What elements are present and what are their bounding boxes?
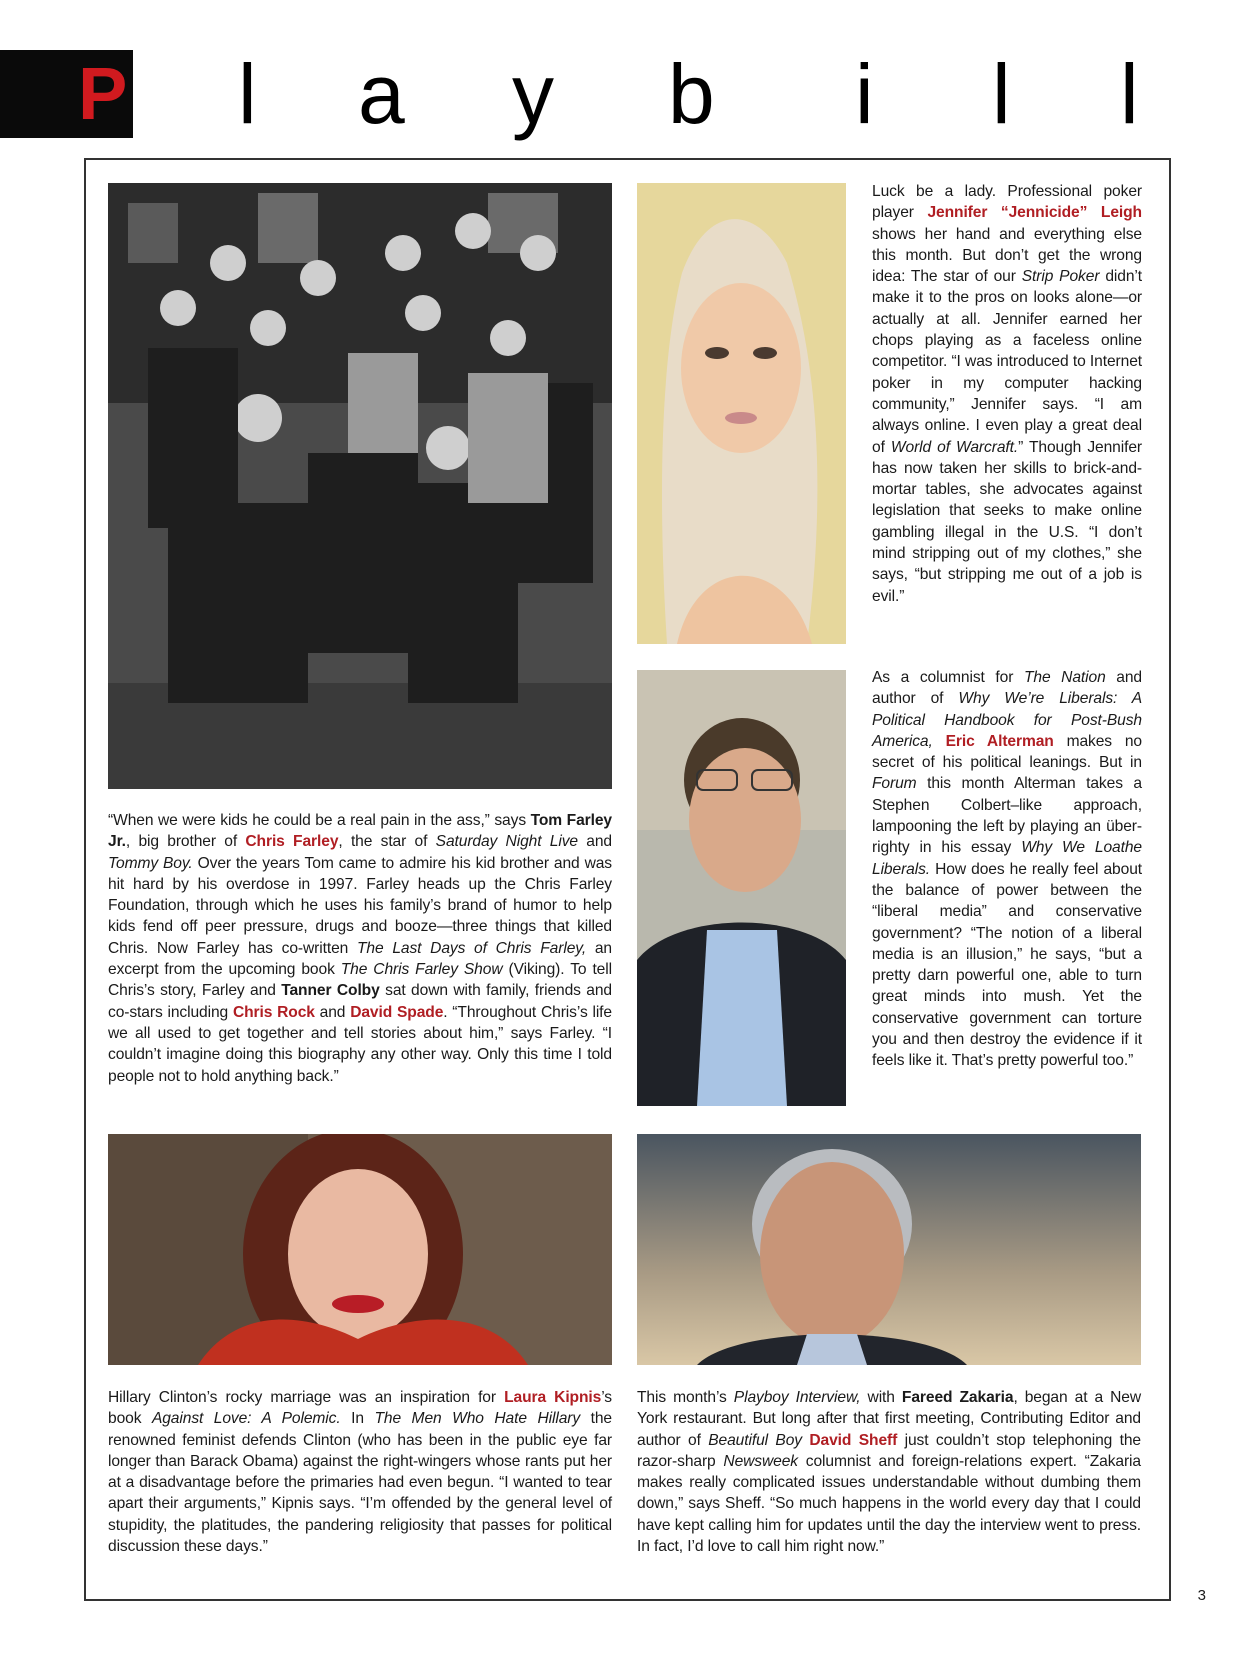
alterman-article-text: As a columnist for The Nation and author of Why We’re Liberals: A Political Handbook for Post-Bush America, Eric Alterman makes no secret of his political leanings. But in Forum this month Alterman takes a Stephen Colbert–like approach, lampooning the left by playing an über-righty in his essay Why We Loathe Liberals. How does he really feel about the balance of power between the “liberal media” and conservative government? “The notion of a liberal media is an illusion,” he says, “but a pretty darn powerful one, able to turn great minds into mush. Yet the conservative government can torture you and then destroy the evidence if it feels like it. That’s pretty powerful too.” — [872, 669, 1143, 1070]
tanner-colby-name: Tanner Colby — [281, 982, 380, 1000]
farley-article-text: “When we were kids he could be a real pain in the ass,” says Tom Farley Jr., big brother of Chris Farley, the star of Saturday Night Live and Tommy Boy. Over the years Tom came to admire his kid brother and was hit hard by his overdose in 1997. Farley heads up the Chris Farley Foundation, through which he uses his family’s brand of humor to help kids fend off peer pressure, drugs and booze—three things that killed Chris. Now Farley has co-written The Last Days of Chris Farley, an excerpt from the upcoming book The Chris Farley Show (Viking). To tell Chris’s story, Farley and Tanner Colby sat down with family, friends and co-stars including Chris Rock and David Spade. “Throughout Chris’s life we all used to get together and tell stories about him,” says Farley. “I couldn’t imagine doing this biography any other way. Only this time I told people not to hold anything back.” — [108, 812, 613, 1085]
header-title-letter: y — [512, 47, 554, 141]
tom-farley-name: Tom Farley Jr. — [108, 812, 612, 851]
header-title-letter: a — [358, 47, 405, 141]
header-title-letter: l — [1120, 47, 1139, 141]
jennifer-leigh-photo — [637, 183, 846, 644]
david-sheff-name: David Sheff — [809, 1431, 898, 1449]
header-title-letter: b — [668, 47, 715, 141]
header-title-letter: l — [238, 47, 257, 141]
fareed-zakaria-name: Fareed Zakaria — [901, 1389, 1014, 1406]
header-title-letter: i — [855, 47, 874, 141]
david-sheff-photo — [637, 1134, 1141, 1365]
laura-kipnis-photo — [108, 1134, 612, 1365]
kipnis-article-text: Hillary Clinton’s rocky marriage was an inspiration for Laura Kipnis’s book Against Love: A Polemic. In The Men Who Hate Hillary the renowned feminist defends Clinton (who has been in the public eye far longer than Barack Obama) against the right-wingers whose rants put her at a disadvantage before the primaries had even begun. “I wanted to tear apart their arguments,” Kipnis says. “I’m offended by the general level of stupidity, the platitudes, the pandering religiosity that passes for political discussion these days.” — [108, 1389, 612, 1556]
jennifer-leigh-name: Jennifer “Jennicide” Leigh — [927, 204, 1142, 222]
cast-group-photo — [108, 183, 612, 789]
leigh-article-text: Luck be a lady. Professional poker player Jennifer “Jennicide” Leigh shows her hand and everything else this month. But don’t get the wrong idea: The star of our Strip Poker didn’t make it to the pros on looks alone—or actually at all. Jennifer earned her chops playing as a faceless online competitor. “I was introduced to Internet poker in my computer hacking community,” Jennifer says. “I am always online. I even play a great deal of World of Warcraft.” Though Jennifer has now taken her skills to brick-and-mortar tables, she advocates against legislation that seeks to make online gambling illegal in the U.S. “I don’t mind stripping out of my clothes,” she says, “but stripping me out of a job is evil.” — [872, 183, 1142, 605]
laura-kipnis-name: Laura Kipnis — [504, 1389, 602, 1406]
page-number: 3 — [1197, 1587, 1206, 1604]
eric-alterman-photo — [637, 670, 846, 1106]
sheff-article-text: This month’s Playboy Interview, with Fareed Zakaria, began at a New York restaurant. But long after that first meeting, Contributing Editor and author of Beautiful Boy David Sheff just couldn’t stop telephoning the razor-sharp Newsweek columnist and foreign-relations expert. “Zakaria makes really complicated issues understandable without dumbing them down,” says Sheff. “So much happens in the world every day that I could have kept calling him for updates until the day the interview went to press. In fact, I’d love to call him right now.” — [637, 1389, 1141, 1556]
header-title-letter-p: P — [78, 52, 128, 135]
chris-farley-name: Chris Farley — [245, 833, 339, 851]
chris-rock-name: Chris Rock — [232, 1003, 315, 1021]
header-title-letter: l — [992, 47, 1011, 141]
david-spade-name: David Spade — [350, 1003, 444, 1021]
eric-alterman-name: Eric Alterman — [945, 732, 1054, 750]
